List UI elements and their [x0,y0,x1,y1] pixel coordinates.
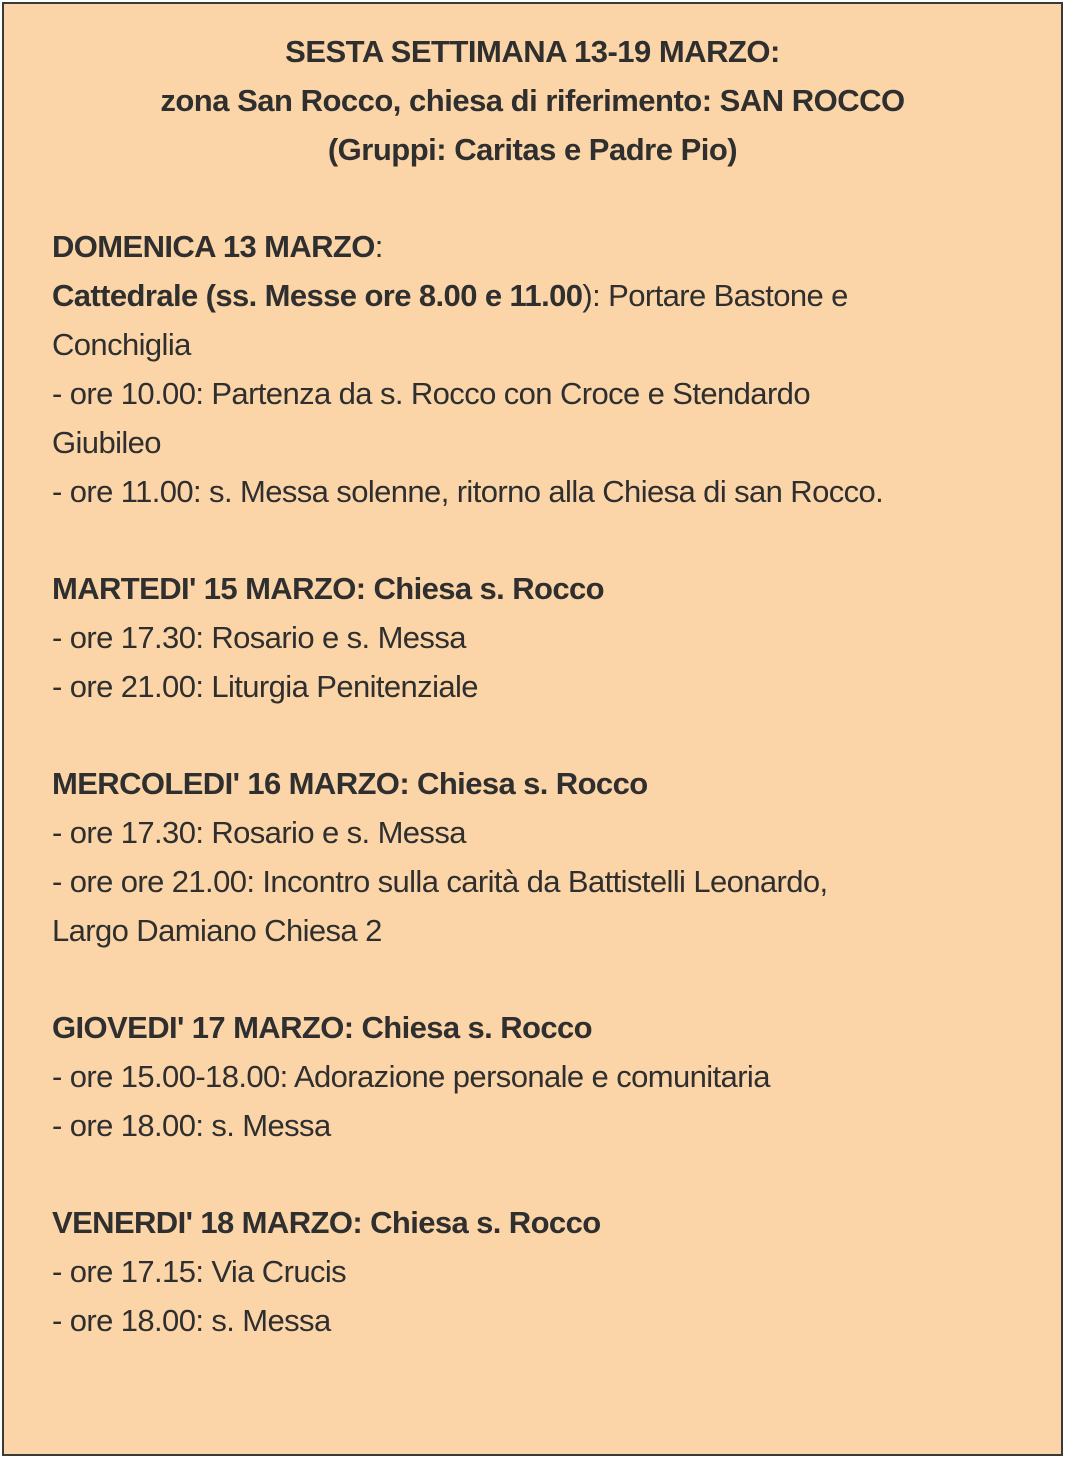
header-groups: (Gruppi: Caritas e Padre Pio) [327,132,738,167]
day-section-sunday [52,222,1042,516]
header-title: SESTA SETTIMANA 13-19 MARZO: [285,34,780,69]
day-title: DOMENICA 13 MARZO [52,229,375,264]
schedule-item: - ore 15.00-18.00: Adorazione personale e comunitaria [52,1059,770,1094]
schedule-item: - ore 18.00: s. Messa [52,1108,331,1143]
day-section-tuesday [52,564,1042,711]
schedule-item: - ore 10.00: Partenza da s. Rocco con Croce e Stendardo [52,376,810,411]
header-zone: zona San Rocco, chiesa di riferimento: SAN ROCCO [160,83,905,118]
cathedral-line [52,271,1042,320]
schedule-item-cont: Largo Damiano Chiesa 2 [52,913,382,948]
schedule-item: - ore 18.00: s. Messa [52,1303,331,1338]
day-section-friday [52,1198,1042,1345]
day-heading [52,222,1042,271]
day-heading: VENERDI' 18 MARZO: Chiesa s. Rocco [52,1205,601,1240]
schedule-item: - ore 11.00: s. Messa solenne, ritorno alla Chiesa di san Rocco. [52,474,884,509]
day-title-colon: : [374,229,383,264]
day-heading: MERCOLEDI' 16 MARZO: Chiesa s. Rocco [52,766,648,801]
cathedral-note-cont: Conchiglia [52,327,191,362]
day-heading: MARTEDI' 15 MARZO: Chiesa s. Rocco [52,571,604,606]
schedule-item: - ore 17.30: Rosario e s. Messa [52,620,466,655]
schedule-card [2,2,1063,1456]
schedule-item: - ore ore 21.00: Incontro sulla carità da Battistelli Leonardo, [52,864,828,899]
day-heading: GIOVEDI' 17 MARZO: Chiesa s. Rocco [52,1010,592,1045]
schedule-item: - ore 17.15: Via Crucis [52,1254,347,1289]
schedule-body [52,222,1042,1393]
cathedral-label: Cattedrale (ss. Messe ore 8.00 e 11.00 [52,278,583,313]
schedule-item: - ore 17.30: Rosario e s. Messa [52,815,466,850]
schedule-item: - ore 21.00: Liturgia Penitenziale [52,669,478,704]
day-section-wednesday [52,759,1042,955]
cathedral-note: ): Portare Bastone e [582,278,848,313]
day-section-thursday [52,1003,1042,1150]
header [4,27,1061,174]
schedule-item-cont: Giubileo [52,425,161,460]
